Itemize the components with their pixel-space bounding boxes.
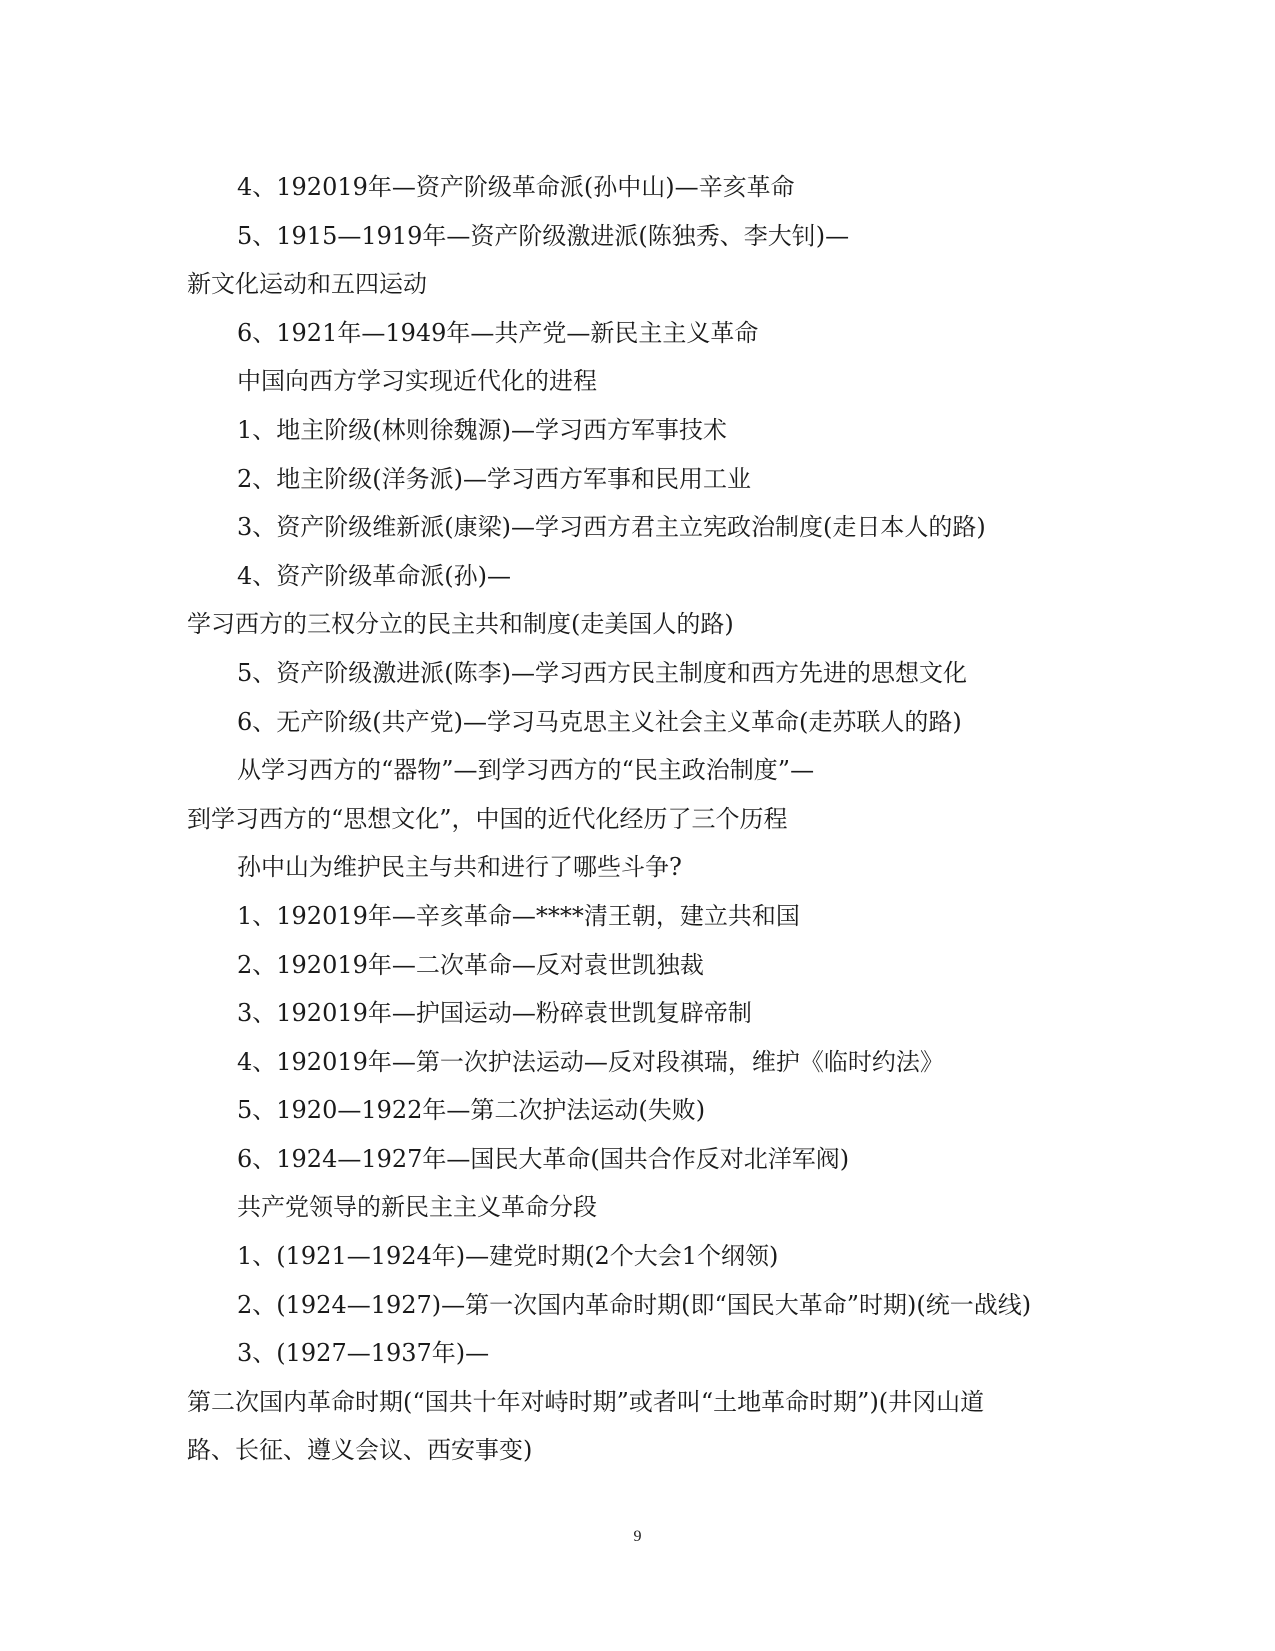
text-line: 5、1915—1919年—资产阶级激进派(陈独秀、李大钊)— — [237, 221, 850, 250]
text-line: 3、资产阶级维新派(康梁)—学习西方君主立宪政治制度(走日本人的路) — [237, 513, 986, 542]
text-line: 1、(1921—1924年)—建党时期(2个大会1个纲领) — [237, 1242, 779, 1271]
text-line: 共产党领导的新民主主义革命分段 — [237, 1193, 597, 1222]
text-line: 第二次国内革命时期(“国共十年对峙时期”或者叫“土地革命时期”)(井冈山道 — [187, 1387, 985, 1416]
text-line: 4、192019年—资产阶级革命派(孙中山)—辛亥革命 — [237, 173, 795, 201]
text-line: 3、192019年—护国运动—粉碎袁世凯复辟帝制 — [237, 999, 752, 1028]
text-line: 5、1920—1922年—第二次护法运动(失败) — [237, 1096, 706, 1125]
text-line: 6、1921年—1949年—共产党—新民主主义革命 — [237, 318, 759, 347]
document-body — [187, 163, 1087, 1475]
text-line: 中国向西方学习实现近代化的进程 — [237, 367, 597, 396]
text-line: 从学习西方的“器物”—到学习西方的“民主政治制度”— — [237, 756, 815, 785]
text-line: 学习西方的三权分立的民主共和制度(走美国人的路) — [187, 610, 734, 639]
text-line: 1、地主阶级(林则徐魏源)—学习西方军事技术 — [237, 415, 727, 444]
text-line: 2、192019年—二次革命—反对袁世凯独裁 — [237, 950, 704, 979]
text-line: 4、资产阶级革命派(孙)— — [237, 561, 511, 590]
text-line: 新文化运动和五四运动 — [187, 270, 427, 299]
text-line: 5、资产阶级激进派(陈李)—学习西方民主制度和西方先进的思想文化 — [237, 658, 967, 687]
text-line: 2、(1924—1927)—第一次国内革命时期(即“国民大革命”时期)(统一战线) — [237, 1290, 1032, 1319]
text-line: 孙中山为维护民主与共和进行了哪些斗争? — [237, 853, 682, 882]
text-line: 6、1924—1927年—国民大革命(国共合作反对北洋军阀) — [237, 1144, 850, 1173]
text-line: 2、地主阶级(洋务派)—学习西方军事和民用工业 — [237, 464, 751, 493]
text-line: 路、长征、遵义会议、西安事变) — [187, 1436, 533, 1465]
text-line: 1、192019年—辛亥革命—****清王朝，建立共和国 — [237, 901, 800, 930]
text-line: 6、无产阶级(共产党)—学习马克思主义社会主义革命(走苏联人的路) — [237, 707, 962, 736]
page-number: 9 — [633, 1528, 642, 1545]
text-line: 4、192019年—第一次护法运动—反对段祺瑞，维护《临时约法》 — [237, 1047, 944, 1076]
text-line: 3、(1927—1937年)— — [237, 1339, 490, 1368]
text-line: 到学习西方的“思想文化”，中国的近代化经历了三个历程 — [187, 804, 788, 833]
